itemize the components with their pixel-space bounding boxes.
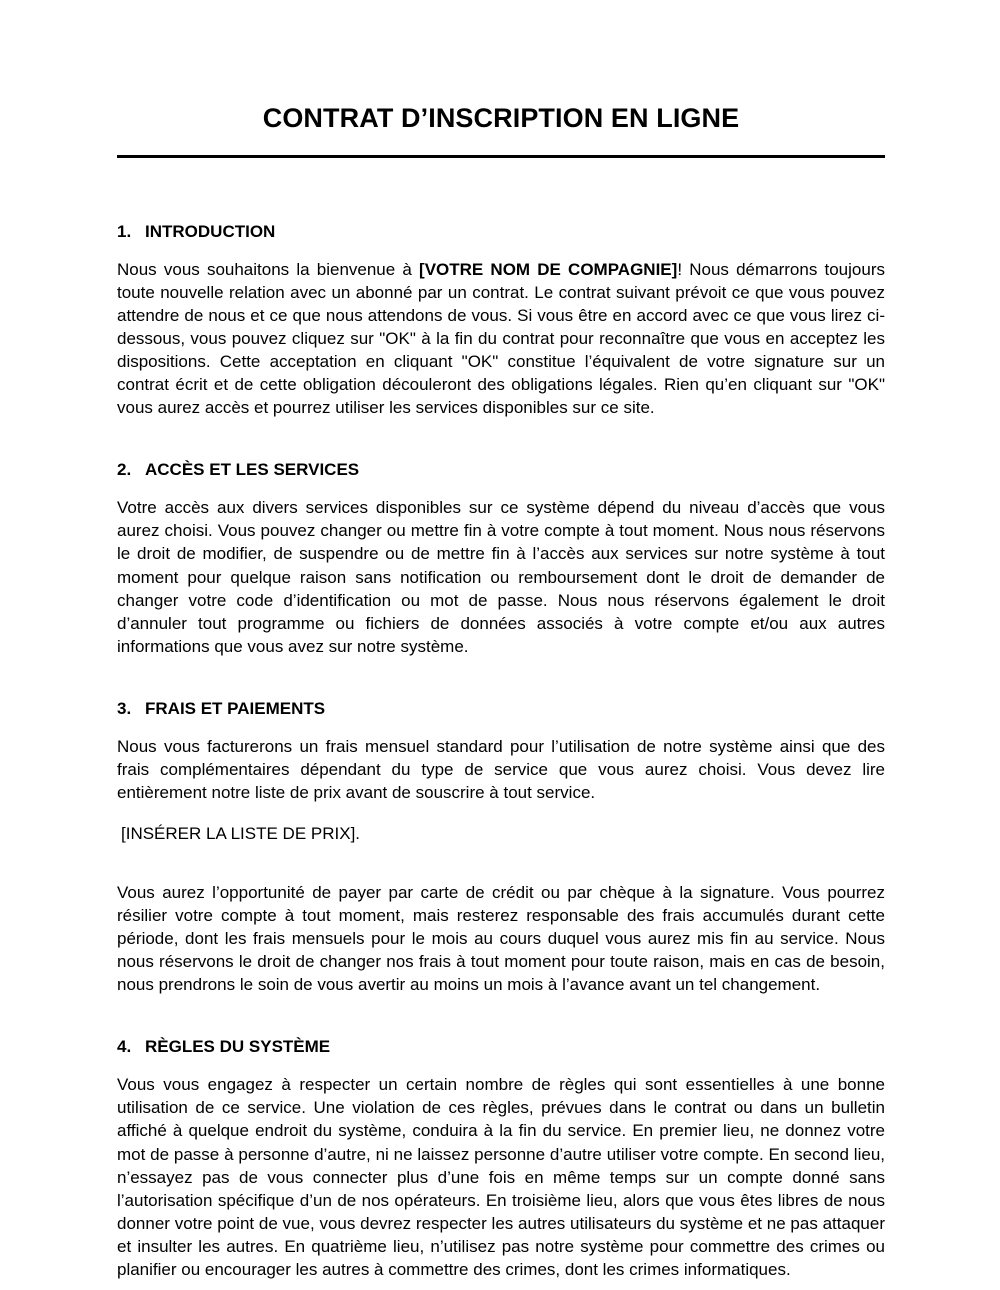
section-heading-2 [117,459,885,480]
document-content [117,0,885,1281]
paragraph-3-2: Vous aurez l’opportunité de payer par carte de crédit ou par chèque à la signature. Vous pourrez résilier votre compte à tout moment, mais resterez responsable des frais accumulés durant cette période, dont les frais mensuels pour le mois au cours duquel vous aurez mis fin au service. Nous nous réservons le droit de changer nos frais à tout moment pour toute raison, mais en cas de besoin, nous prendrons le soin de vous avertir au moins un mois à l’avance avant un tel changement. [117,883,885,995]
page-title: CONTRAT D’INSCRIPTION EN LIGNE [262,103,740,133]
section-heading-3 [117,698,885,719]
company-name-placeholder: [VOTRE NOM DE COMPAGNIE] [419,259,678,279]
section-number-1: 1. [117,221,132,241]
section-title-4: RÈGLES DU SYSTÈME [145,1037,331,1057]
price-list-placeholder: [INSÉRER LA LISTE DE PRIX]. [121,823,361,843]
paragraph-1-1-rest: ! Nous démarrons toujours toute nouvelle relation avec un abonné par un contrat. Le contrat suivant prévoit ce que vous pouvez attendre de nous et ce que nous attendons de vous. Si vous être en accord avec ce que vous lirez ci-dessous, vous pouvez cliquez sur "OK" à la fin du contrat pour reconnaître que vous en acceptez les dispositions. Cette acceptation en cliquant "OK" constitue l’équivalent de votre signature sur un contrat écrit et de cette obligation découleront des obligations légales. Rien qu’en cliquant sur "OK" vous aurez accès et pourrez utiliser les services disponibles sur ce site. [117,259,885,418]
section-heading-4 [117,1036,885,1057]
paragraph-1-1 [117,258,885,419]
section-title-2: ACCÈS ET LES SERVICES [145,460,360,480]
paragraph-1-1-lead: Nous vous souhaitons la bienvenue à [117,259,420,279]
section-number-2: 2. [117,460,132,480]
paragraph-3-1: Nous vous facturerons un frais mensuel standard pour l’utilisation de notre système ainsi que des frais complémentaires dépendant du type de service que vous aurez choisi. Vous devez lire entièrement notre liste de prix avant de souscrire à tout service. [117,736,885,802]
section-heading-1 [117,221,885,242]
section-number-3: 3. [117,698,132,718]
section-title-1: INTRODUCTION [145,221,276,241]
section-title-3: FRAIS ET PAIEMENTS [145,698,326,718]
paragraph-4-1: Vous vous engagez à respecter un certain nombre de règles qui sont essentielles à une bonne utilisation de ce service. Une violation de ces règles, prévues dans le contrat ou dans un bulletin affiché à quelque endroit du système, conduira à la fin du service. En premier lieu, ne donnez votre mot de passe à personne d’autre, ni ne laissez personne d’autre utiliser votre compte. En second lieu, n’essayez pas de vous connecter plus d’une fois en même temps sur un compte donné sans l’autorisation spécifique d’un de nos opérateurs. En troisième lieu, alors que vous êtes libres de nous donner votre point de vue, vous devrez respecter les autres utilisateurs du système et ne pas attaquer et insulter les autres. En quatrième lieu, n’utilisez pas notre système pour commettre des crimes ou planifier ou encourager les autres à commettre des crimes, dont les crimes informatiques. [117,1075,885,1279]
section-number-4: 4. [117,1037,132,1057]
paragraph-2-1: Votre accès aux divers services disponibles sur ce système dépend du niveau d’accès que vous aurez choisi. Vous pouvez changer ou mettre fin à votre compte à tout moment. Nous nous réservons le droit de modifier, de suspendre ou de mettre fin à l’accès aux services sur notre système à tout moment pour quelque raison sans notification ou remboursement dont le droit de demander de changer votre code d’identification ou mot de passe. Nous nous réservons également le droit d’annuler tout programme ou fichiers de données associés à votre compte et/ou aux autres informations que vous avez sur notre système. [117,498,885,656]
